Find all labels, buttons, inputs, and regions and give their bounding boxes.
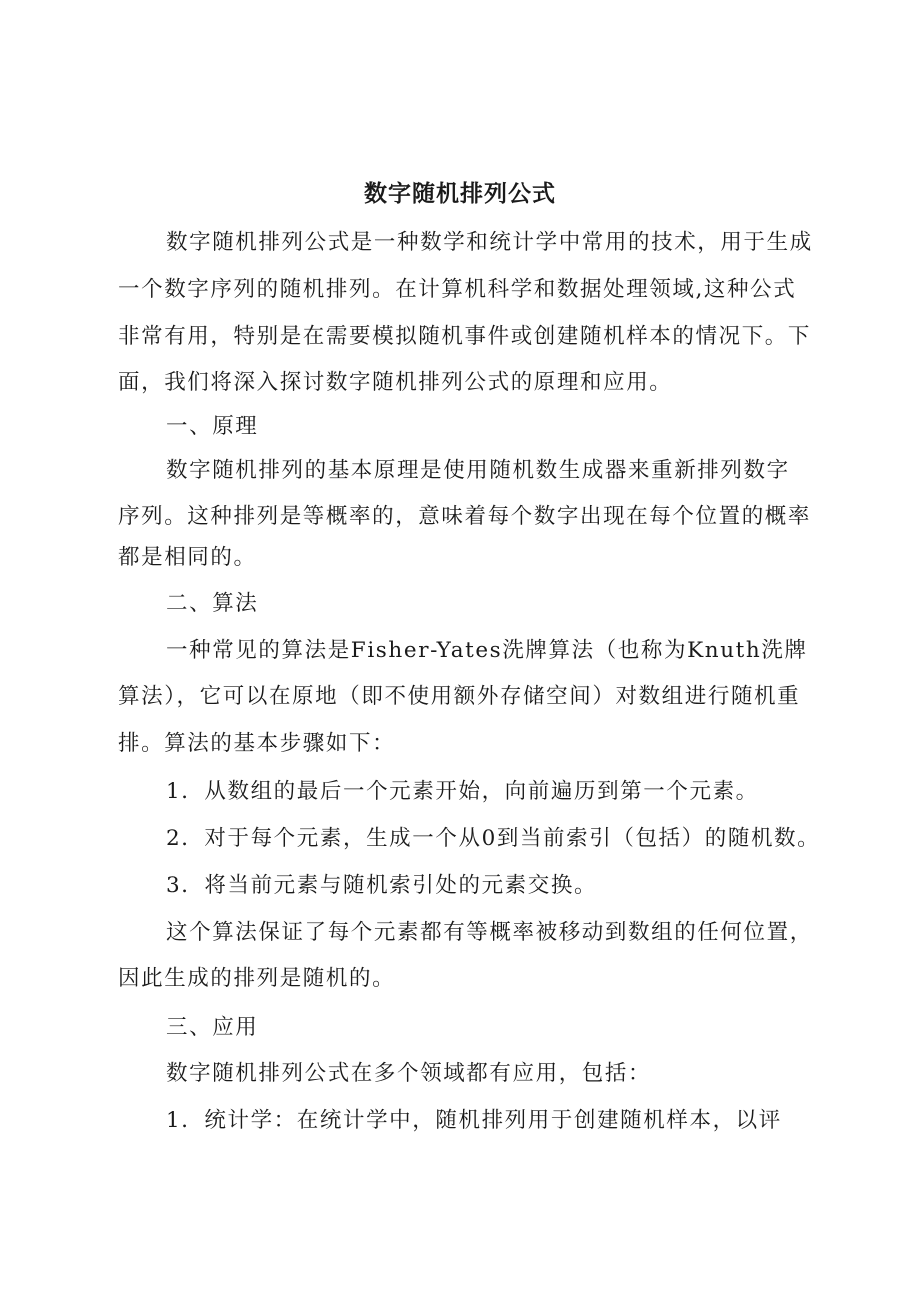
paragraph-line: 数字随机排列公式是一种数学和统计学中常用的技术，用于生成 [166, 230, 813, 255]
section-heading: 二、算法 [166, 591, 259, 616]
page-title: 数字随机排列公式 [364, 181, 556, 207]
paragraph-line: 非常有用，特别是在需要模拟随机事件或创建随机样本的情况下。下 [118, 324, 812, 349]
list-item: 1．从数组的最后一个元素开始，向前遍历到第一个元素。 [166, 779, 759, 804]
paragraph-line: 面，我们将深入探讨数字随机排列公式的原理和应用。 [118, 370, 673, 395]
list-item: 3．将当前元素与随机索引处的元素交换。 [166, 873, 598, 898]
paragraph-line: 这个算法保证了每个元素都有等概率被移动到数组的任何位置， [166, 920, 813, 945]
paragraph-line: 都是相同的。 [118, 545, 257, 570]
paragraph-line: 因此生成的排列是随机的。 [118, 966, 396, 991]
paragraph-line: 数字随机排列公式在多个领域都有应用，包括： [166, 1061, 652, 1086]
paragraph-line: 一种常见的算法是Fisher-Yates洗牌算法（也称为Knuth洗牌 [166, 638, 808, 663]
paragraph-line: 排。算法的基本步骤如下： [118, 731, 396, 756]
list-item: 2．对于每个元素，生成一个从0到当前索引（包括）的随机数。 [166, 826, 821, 851]
paragraph-line: 数字随机排列的基本原理是使用随机数生成器来重新排列数字 [166, 458, 790, 483]
paragraph-line: 算法），它可以在原地（即不使用额外存储空间）对数组进行随机重 [118, 684, 801, 709]
section-heading: 三、应用 [166, 1015, 259, 1040]
list-item: 1．统计学：在统计学中，随机排列用于创建随机样本，以评 [166, 1108, 782, 1133]
section-heading: 一、原理 [166, 414, 259, 439]
paragraph-line: 序列。这种排列是等概率的，意味着每个数字出现在每个位置的概率 [118, 504, 812, 529]
paragraph-line: 一个数字序列的随机排列。在计算机科学和数据处理领域,这种公式 [118, 277, 797, 302]
